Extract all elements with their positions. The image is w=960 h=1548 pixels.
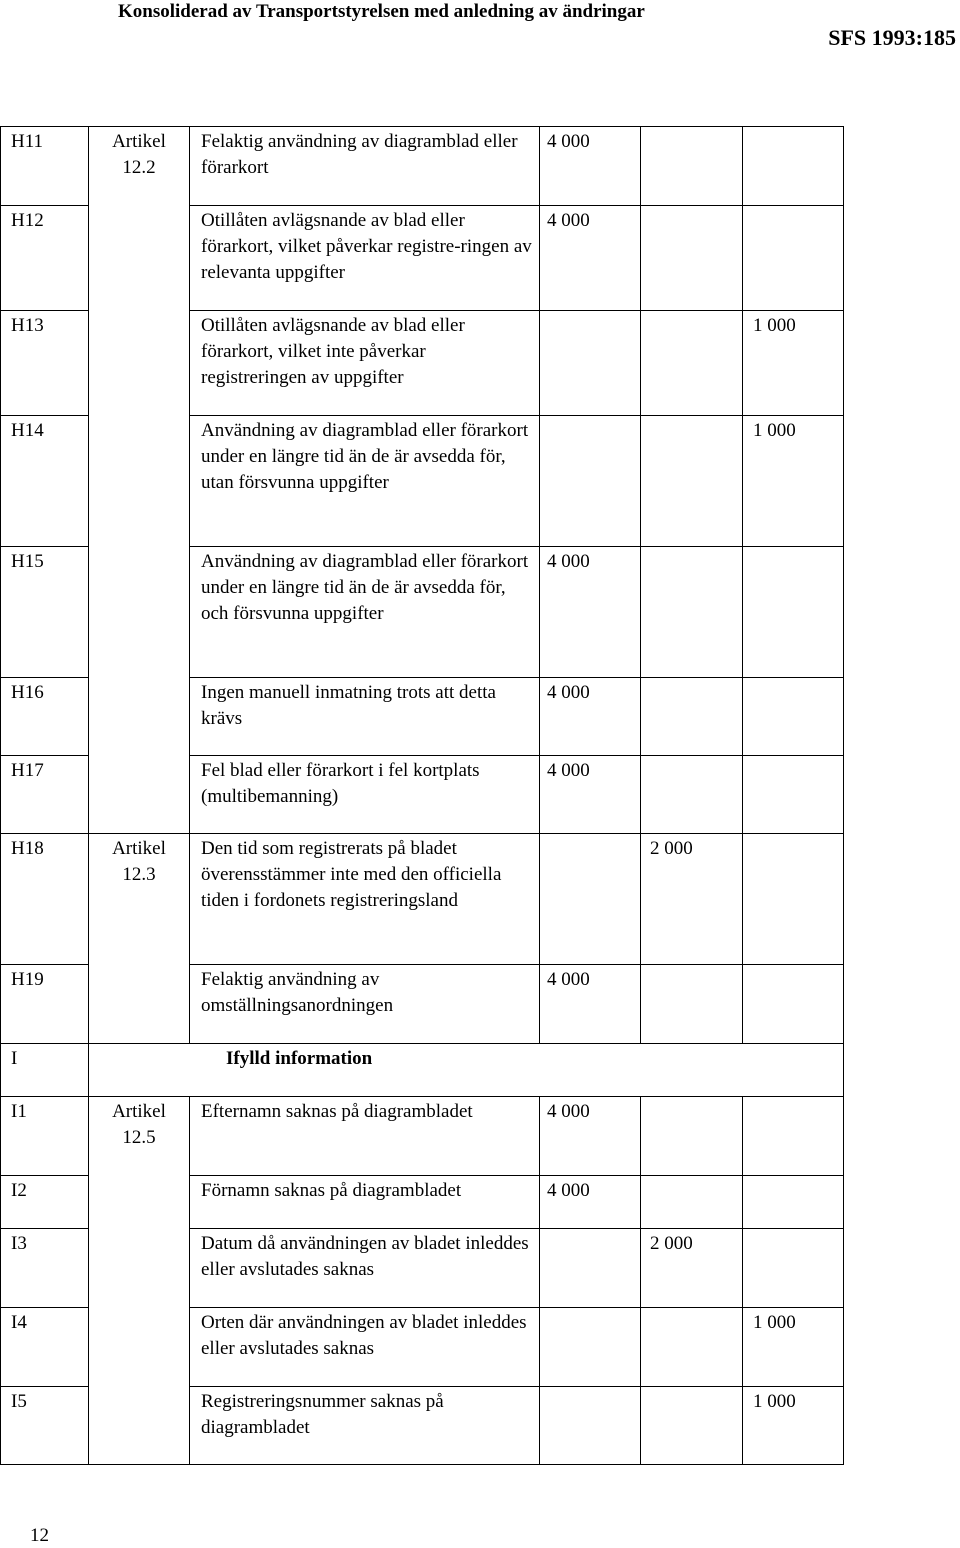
table-rule — [0, 833, 89, 834]
row-code: H18 — [11, 838, 44, 859]
table-rule — [742, 1096, 743, 1176]
table-rule — [189, 1096, 190, 1176]
row-code: H19 — [11, 969, 44, 990]
table-rule — [189, 546, 844, 547]
table-rule — [0, 1307, 89, 1308]
penalty-value-c: 1 000 — [753, 1391, 796, 1412]
penalty-value-a: 4 000 — [547, 1180, 590, 1201]
table-rule — [742, 310, 743, 416]
table-rule — [539, 126, 540, 206]
table-rule — [0, 1386, 89, 1387]
row-description: Den tid som registrerats på bladet överensstämmer inte med den officiella tiden i fordonets registreringsland — [201, 838, 502, 911]
table-rule — [539, 310, 540, 416]
row-description: Förnamn saknas på diagrambladet — [201, 1180, 462, 1201]
table-rule — [742, 677, 743, 756]
table-rule — [189, 677, 844, 678]
table-rule — [0, 205, 89, 206]
page-number: 12 — [30, 1525, 49, 1546]
table-rule — [189, 833, 190, 965]
table-rule — [539, 546, 540, 678]
table-rule — [640, 546, 641, 678]
row-article: Artikel 12.2 — [112, 131, 166, 178]
table-rule — [742, 1307, 743, 1387]
table-rule — [0, 126, 844, 127]
table-rule — [189, 1228, 190, 1308]
penalty-value-a: 4 000 — [547, 1101, 590, 1122]
table-rule — [88, 1096, 190, 1097]
row-description: Otillåten avlägsnande av blad eller förarkort, vilket inte påverkar registreringen av uppgifter — [201, 315, 465, 388]
table-rule — [189, 205, 190, 311]
table-rule — [843, 126, 844, 1465]
table-rule — [189, 677, 190, 756]
table-rule — [640, 677, 641, 756]
table-rule — [189, 126, 190, 206]
table-rule — [539, 1228, 540, 1308]
table-rule — [742, 205, 743, 311]
table-rule — [0, 755, 89, 756]
row-code: I5 — [11, 1391, 27, 1412]
row-code: I4 — [11, 1312, 27, 1333]
table-rule — [189, 833, 844, 834]
table-rule — [189, 1043, 844, 1044]
table-rule — [189, 205, 844, 206]
row-code: I2 — [11, 1180, 27, 1201]
table-rule — [0, 310, 89, 311]
row-description: Felaktig användning av diagramblad eller förarkort — [201, 131, 518, 178]
table-rule — [640, 1175, 641, 1229]
table-rule — [0, 1175, 89, 1176]
penalty-value-c: 1 000 — [753, 420, 796, 441]
row-description: Felaktig användning av omställningsanordningen — [201, 969, 394, 1016]
table-rule — [640, 126, 641, 206]
penalty-value-a: 4 000 — [547, 760, 590, 781]
penalty-value-b: 2 000 — [650, 838, 693, 859]
table-rule — [742, 833, 743, 965]
table-rule — [742, 546, 743, 678]
table-rule — [0, 1043, 89, 1044]
table-rule — [88, 126, 89, 1465]
table-rule — [0, 546, 89, 547]
row-description: Användning av diagramblad eller förarkort under en längre tid än de är avsedda för, utan försvunna uppgifter — [201, 420, 529, 493]
table-rule — [189, 415, 190, 547]
row-code: H11 — [11, 131, 44, 152]
row-description: Otillåten avlägsnande av blad eller förarkort, vilket påverkar registre-ringen av relevanta uppgifter — [201, 210, 532, 283]
table-rule — [539, 1386, 540, 1465]
row-description: Orten där användningen av bladet inleddes eller avslutades saknas — [201, 1312, 527, 1359]
table-rule — [742, 1386, 743, 1465]
document-sfs-number: SFS 1993:185 — [828, 25, 956, 50]
row-code: H12 — [11, 210, 44, 231]
table-rule — [0, 1464, 844, 1465]
table-rule — [189, 546, 190, 678]
table-rule — [189, 1386, 190, 1465]
table-rule — [539, 833, 540, 965]
table-rule — [189, 755, 190, 834]
table-rule — [742, 415, 743, 547]
row-description: Registreringsnummer saknas på diagrambladet — [201, 1391, 444, 1438]
penalty-value-b: 2 000 — [650, 1233, 693, 1254]
table-rule — [640, 1096, 641, 1176]
table-rule — [189, 1307, 190, 1387]
section-heading: Ifylld information — [226, 1048, 373, 1069]
penalty-value-c: 1 000 — [753, 1312, 796, 1333]
table-rule — [742, 964, 743, 1044]
row-code: H14 — [11, 420, 44, 441]
row-description: Fel blad eller förarkort i fel kortplats (multibemanning) — [201, 760, 480, 807]
row-description: Ingen manuell inmatning trots att detta krävs — [201, 682, 496, 729]
row-code: I3 — [11, 1233, 27, 1254]
document-header-title: Konsoliderad av Transportstyrelsen med anledning av ändringar — [118, 1, 645, 22]
table-rule — [539, 677, 540, 756]
penalty-value-a: 4 000 — [547, 551, 590, 572]
table-rule — [640, 833, 641, 965]
row-code: H15 — [11, 551, 44, 572]
table-rule — [640, 415, 641, 547]
table-rule — [189, 1096, 844, 1097]
table-rule — [189, 964, 844, 965]
table-rule — [189, 415, 844, 416]
penalty-value-c: 1 000 — [753, 315, 796, 336]
table-rule — [189, 1228, 844, 1229]
table-rule — [0, 1096, 89, 1097]
table-rule — [640, 310, 641, 416]
table-rule — [539, 415, 540, 547]
table-rule — [742, 1228, 743, 1308]
table-rule — [640, 1228, 641, 1308]
table-rule — [0, 126, 1, 1465]
row-description: Användning av diagramblad eller förarkort under en längre tid än de är avsedda för, och försvunna uppgifter — [201, 551, 529, 624]
row-code: H17 — [11, 760, 44, 781]
table-rule — [742, 755, 743, 834]
table-rule — [640, 1386, 641, 1465]
row-code: H13 — [11, 315, 44, 336]
table-rule — [88, 1043, 190, 1044]
table-rule — [640, 1307, 641, 1387]
row-code: H16 — [11, 682, 44, 703]
row-code: I — [11, 1048, 18, 1069]
table-rule — [640, 755, 641, 834]
row-article: Artikel 12.3 — [112, 838, 166, 885]
table-rule — [0, 964, 89, 965]
table-rule — [742, 1175, 743, 1229]
row-article: Artikel 12.5 — [112, 1101, 166, 1148]
table-rule — [539, 1175, 540, 1229]
table-rule — [189, 310, 844, 311]
row-description: Datum då användningen av bladet inleddes eller avslutades saknas — [201, 1233, 529, 1280]
table-rule — [189, 1175, 190, 1229]
table-rule — [189, 1175, 844, 1176]
table-rule — [88, 833, 190, 834]
row-code: I1 — [11, 1101, 27, 1122]
table-rule — [0, 677, 89, 678]
table-rule — [0, 1228, 89, 1229]
table-rule — [189, 1307, 844, 1308]
table-rule — [539, 205, 540, 311]
penalty-value-a: 4 000 — [547, 969, 590, 990]
penalty-value-a: 4 000 — [547, 682, 590, 703]
table-rule — [539, 1307, 540, 1387]
table-rule — [0, 415, 89, 416]
table-rule — [189, 1386, 844, 1387]
row-description: Efternamn saknas på diagrambladet — [201, 1101, 473, 1122]
table-rule — [189, 755, 844, 756]
table-rule — [189, 310, 190, 416]
table-rule — [539, 964, 540, 1044]
penalty-value-a: 4 000 — [547, 210, 590, 231]
table-rule — [640, 964, 641, 1044]
table-rule — [189, 964, 190, 1044]
table-rule — [539, 1096, 540, 1176]
table-rule — [539, 755, 540, 834]
table-rule — [640, 205, 641, 311]
table-rule — [742, 126, 743, 206]
penalty-value-a: 4 000 — [547, 131, 590, 152]
